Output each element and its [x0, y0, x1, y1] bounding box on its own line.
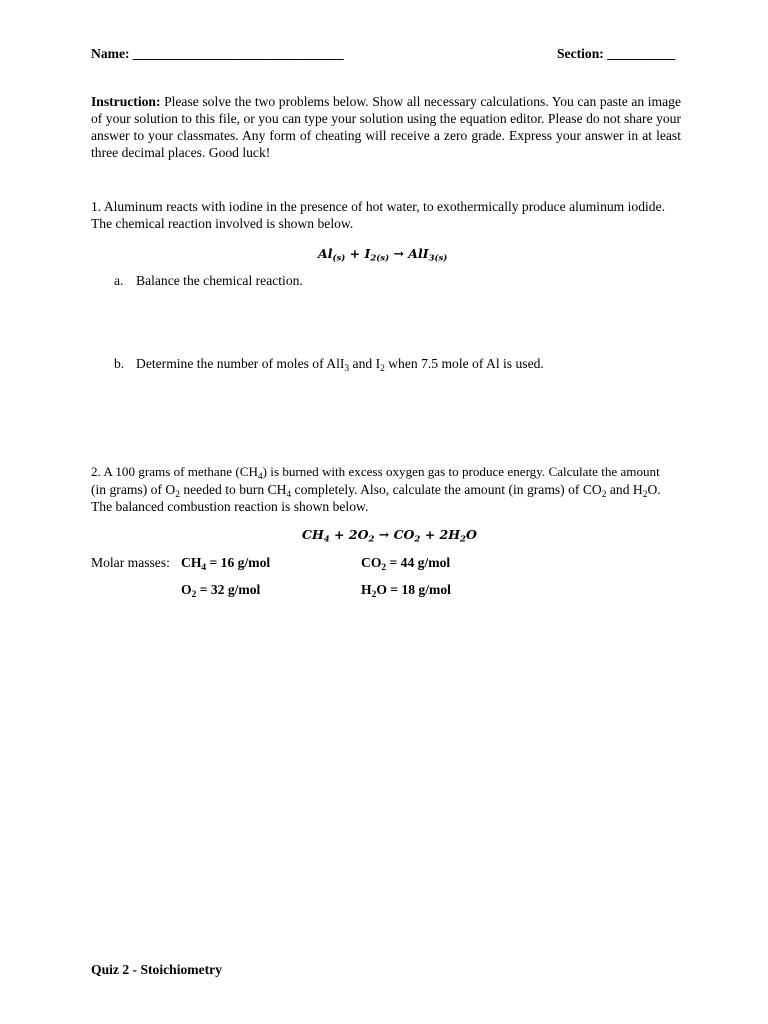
problem1-b-marker: b.	[114, 356, 125, 371]
eq1-i: I	[364, 246, 371, 261]
o2-sub: 2	[191, 589, 197, 600]
eq2-h2o-sub: 2	[460, 534, 466, 545]
instruction-label: Instruction:	[91, 94, 161, 109]
p2-l2-part4: and H	[606, 482, 643, 497]
h2o-formula: H	[361, 582, 372, 597]
p2-l2-part5: O.	[647, 482, 661, 497]
instruction-text: Please solve the two problems below. Show all necessary calculations. You can paste an image of your solution to this file, or you can type your solution using the equation editor. Please do not share your answer to your classmates. Any form of cheating will receive a zero grade. Express your answer in at least three decimal places. Good luck!	[91, 94, 681, 160]
eq1-i-sub: 2(s)	[370, 253, 390, 264]
molar-masses-label: Molar masses:	[91, 555, 170, 570]
problem1-line1: 1. Aluminum reacts with iodine in the presence of hot water, to exothermically produce aluminum iodide.	[91, 199, 666, 214]
eq1-product-sub: 3(s)	[428, 253, 448, 264]
problem1-equation	[318, 246, 448, 264]
ch4-sub: 4	[201, 562, 207, 573]
eq2-plus2: +	[420, 527, 440, 542]
molar-mass-ch4	[181, 555, 270, 571]
eq2-h2o-b: O	[465, 527, 477, 542]
eq1-plus: +	[345, 246, 365, 261]
molar-mass-h2o	[361, 582, 451, 598]
eq2-ch: CH	[302, 527, 324, 542]
eq2-co: CO	[393, 527, 415, 542]
o2-formula: O	[181, 582, 192, 597]
h2o-sub: 2	[371, 589, 377, 600]
eq1-al: Al	[318, 246, 333, 261]
problem1-a-marker: a.	[114, 273, 124, 288]
p2-l2-part1: (in grams) of O	[91, 482, 176, 497]
b-text-sub1: 3	[344, 363, 350, 374]
ch4-value: = 16 g/mol	[206, 555, 271, 570]
b-text-part3: when 7.5 mole of Al is used.	[384, 356, 544, 371]
eq1-product: AlI	[408, 246, 429, 261]
eq2-plus1: +	[329, 527, 349, 542]
p2-l2-sub2: 4	[286, 489, 292, 500]
name-field-label[interactable]: Name: _______________________________	[91, 46, 344, 61]
p2-l2-sub4: 2	[642, 489, 648, 500]
eq1-al-state: (s)	[332, 253, 346, 264]
b-text-part1: Determine the number of moles of AlI	[136, 356, 345, 371]
p2-l2-part2: needed to burn CH	[179, 482, 287, 497]
eq2-arrow: →	[374, 527, 394, 542]
eq2-h2o-a: 2H	[439, 527, 461, 542]
p2-l2-sub1: 2	[175, 489, 180, 500]
problem1-a-text: Balance the chemical reaction.	[136, 273, 303, 288]
eq1-arrow: →	[389, 246, 409, 261]
p2-l2-sub3: 2	[601, 489, 607, 500]
h2o-value: O = 18 g/mol	[376, 582, 451, 597]
problem1-b-text	[136, 356, 544, 372]
section-field-label[interactable]: Section: __________	[557, 46, 676, 61]
o2-value: = 32 g/mol	[196, 582, 261, 597]
p2-l1-part2: ) is burned with excess oxygen gas to produce energy. Calculate the amount	[262, 464, 660, 479]
eq2-o2: 2O	[348, 527, 369, 542]
eq2-ch-sub: 4	[323, 534, 330, 545]
problem1-line2: The chemical reaction involved is shown below.	[91, 216, 354, 231]
eq2-o2-sub: 2	[368, 534, 375, 545]
ch4-formula: CH	[181, 555, 202, 570]
p2-l1-part1: 2. A 100 grams of methane (CH	[91, 464, 258, 479]
p2-l2-part3: completely. Also, calculate the amount (in grams) of CO	[291, 482, 602, 497]
b-text-sub2: 2	[380, 363, 385, 374]
co2-sub: 2	[381, 562, 387, 573]
co2-value: = 44 g/mol	[386, 555, 451, 570]
problem2-equation	[302, 527, 477, 545]
instruction-paragraph	[91, 93, 681, 161]
molar-mass-o2	[181, 582, 260, 598]
co2-formula: CO	[361, 555, 382, 570]
problem2-line2	[91, 482, 661, 498]
footer-quiz-title: Quiz 2 - Stoichiometry	[91, 962, 223, 977]
molar-mass-co2	[361, 555, 450, 571]
eq2-co-sub: 2	[414, 534, 421, 545]
problem2-line3: The balanced combustion reaction is shown below.	[91, 499, 369, 514]
b-text-part2: and I	[349, 356, 381, 371]
p2-l1-sub1: 4	[257, 471, 263, 482]
problem2-line1	[91, 464, 660, 480]
